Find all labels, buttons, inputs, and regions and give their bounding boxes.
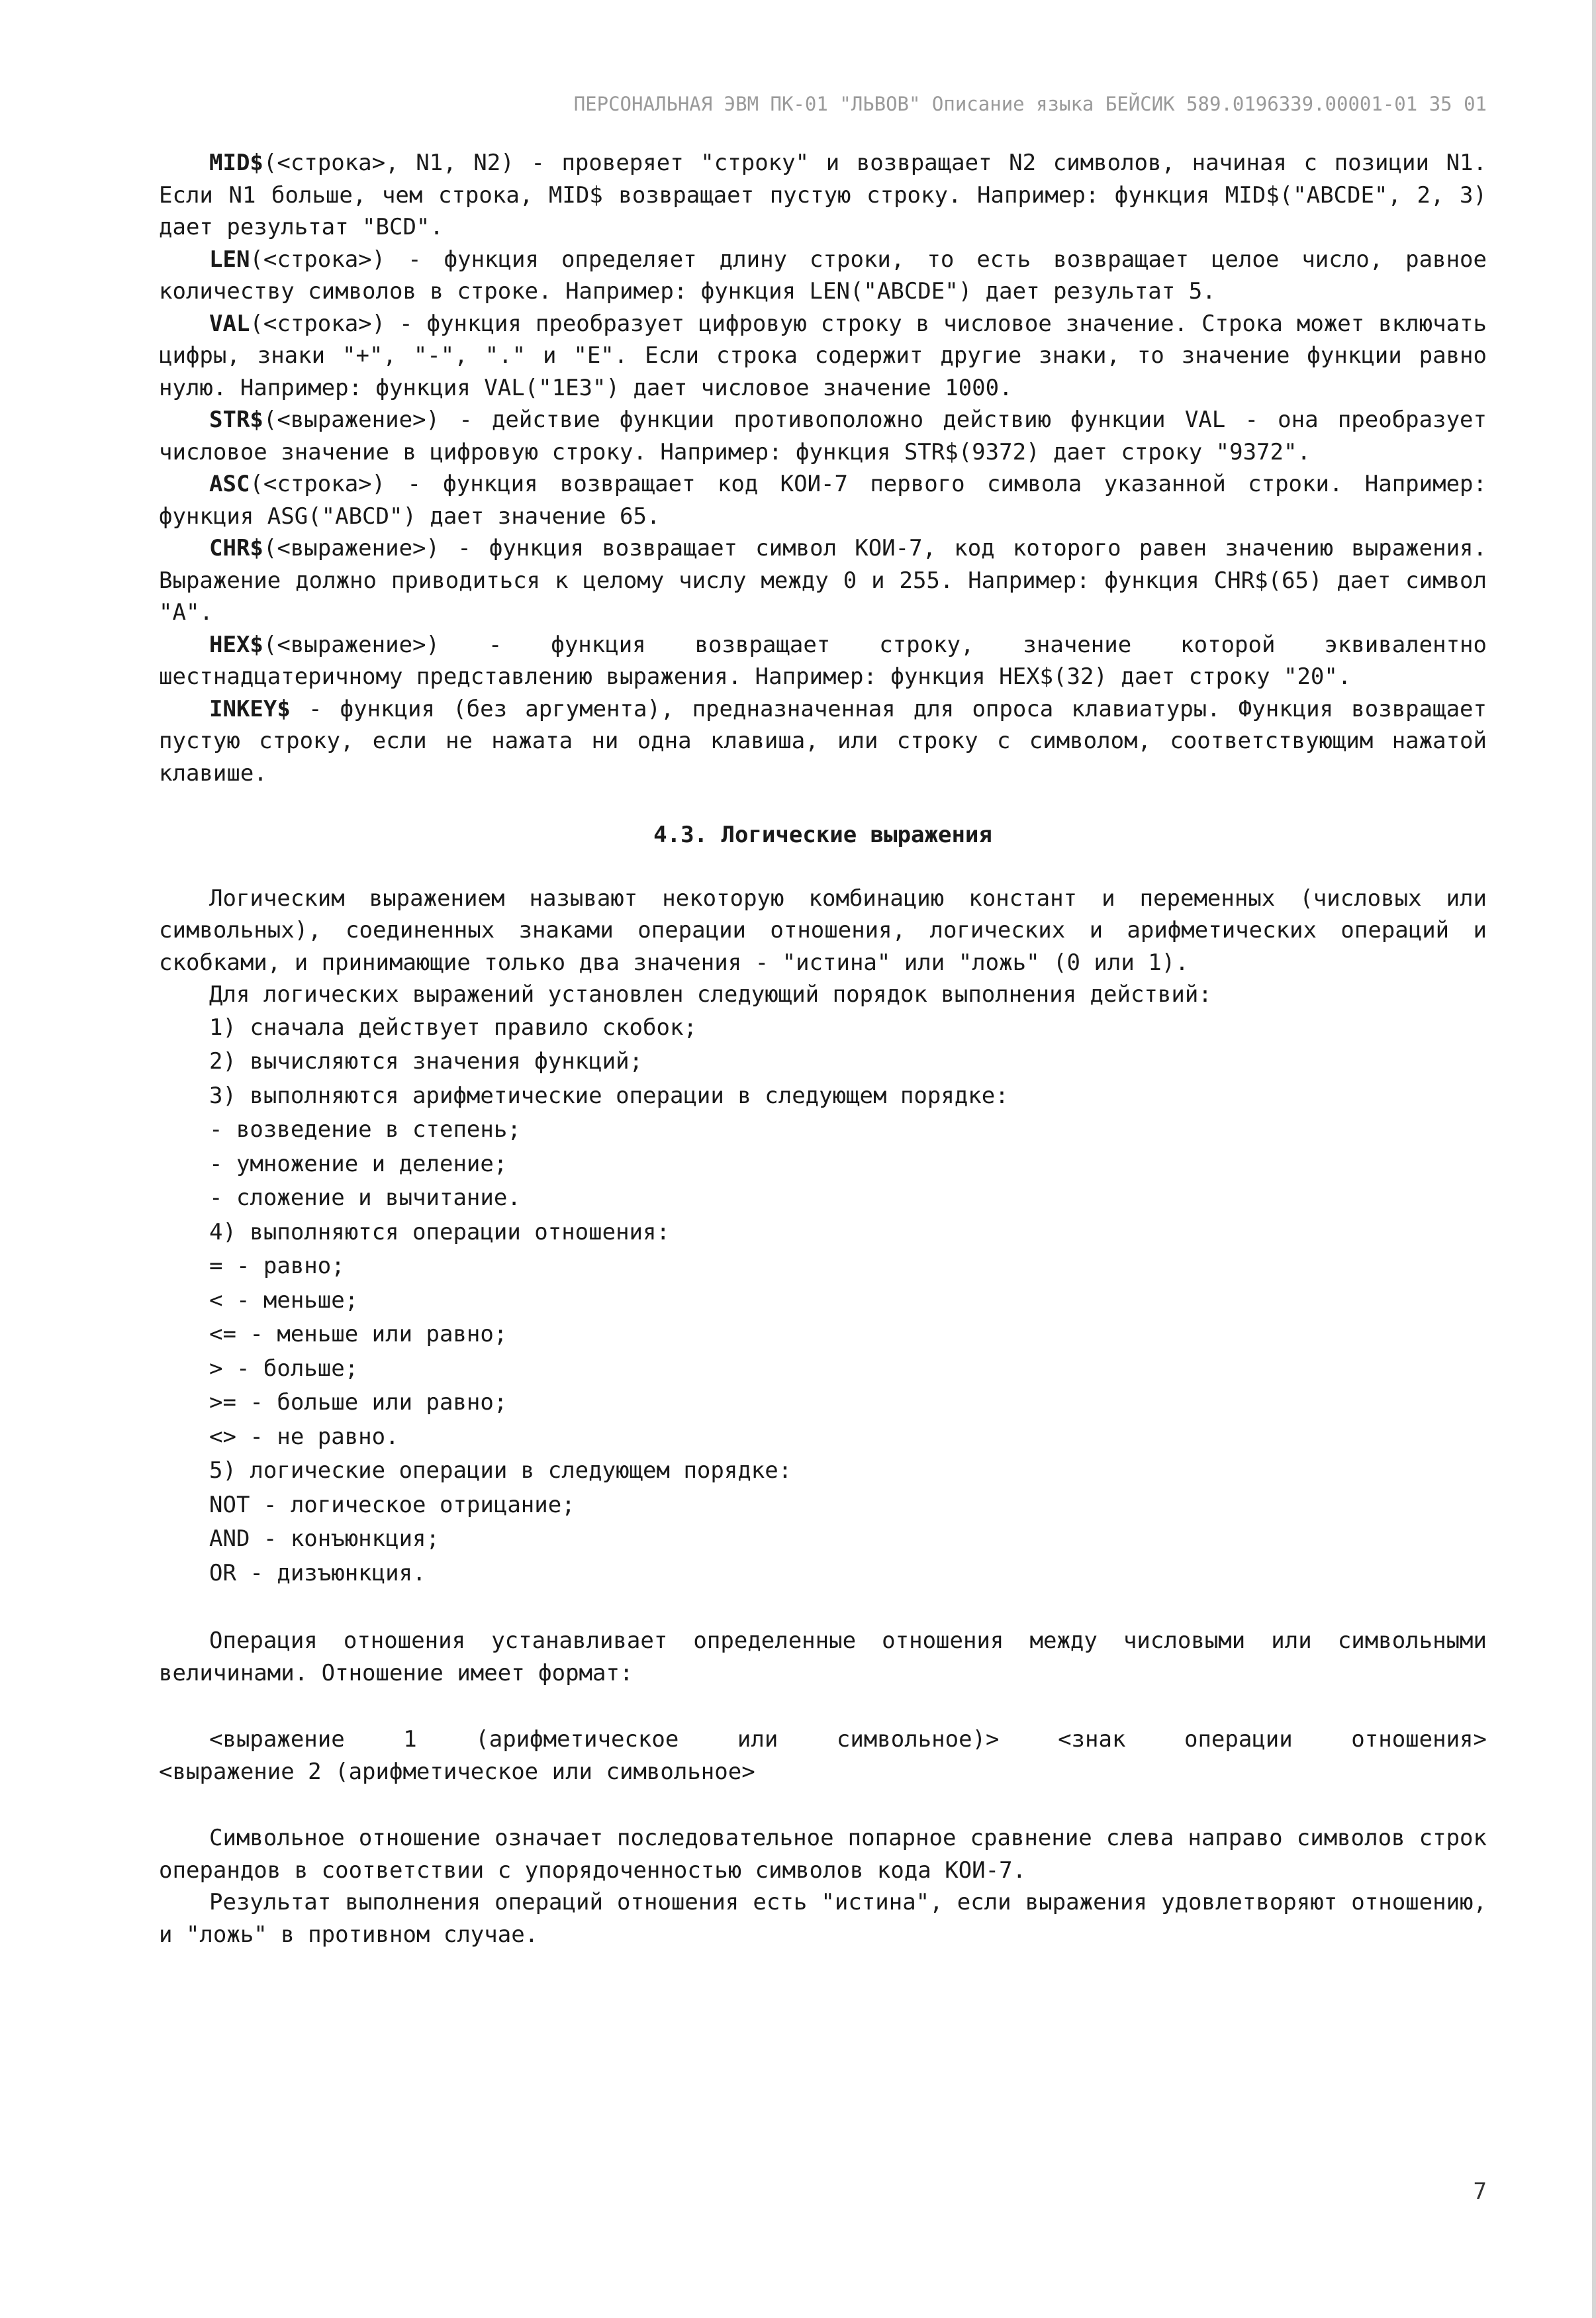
order-list xyxy=(159,1011,1487,1591)
function-len xyxy=(159,244,1487,308)
order-line: - возведение в степень; xyxy=(209,1116,521,1143)
order-line: 4) выполняются операции отношения: xyxy=(209,1218,670,1245)
function-term: VAL xyxy=(209,310,250,337)
section-title: 4.3. Логические выражения xyxy=(653,822,992,848)
function-description: (<выражение>) - функция возвращает строку, значение которой эквивалентно шестнадцатеричному представлению выражения. Например: функция HEX$(32) дает строку "20". xyxy=(159,631,1487,690)
format-line-1: <выражение 1 (арифметическое или символьное)> <знак операции отношения> xyxy=(209,1726,1487,1753)
spacer xyxy=(159,1590,1487,1625)
function-asc xyxy=(159,468,1487,532)
function-chr xyxy=(159,532,1487,629)
order-line: OR - дизъюнкция. xyxy=(209,1559,426,1586)
function-str xyxy=(159,404,1487,468)
order-line: - сложение и вычитание. xyxy=(209,1184,521,1211)
order-line: 2) вычисляются значения функций; xyxy=(209,1048,643,1075)
function-description: (<строка>) - функция определяет длину строки, то есть возвращает целое число, равное количеству символов в строке. Например: функция LEN("ABCDE") дает результат 5. xyxy=(159,246,1487,305)
order-line: 1) сначала действует правило скобок; xyxy=(209,1014,697,1041)
running-header: ПЕРСОНАЛЬНАЯ ЭВМ ПК-01 "ЛЬВОВ" Описание языка БЕЙСИК 589.0196339.00001-01 35 01 xyxy=(573,93,1487,115)
function-mid xyxy=(159,147,1487,244)
order-line: > - больше; xyxy=(209,1355,359,1382)
result-paragraph: Результат выполнения операций отношения есть "истина", если выражения удовлетворяют отношению, и "ложь" в противном случае. xyxy=(159,1889,1487,1948)
function-description: (<строка>, N1, N2) - проверяет "строку" и возвращает N2 символов, начиная с позиции N1. Если N1 больше, чем строка, MID$ возвращает пустую строку. Например: функция MID$("ABCDE", 2, 3) дает результат "BCD". xyxy=(159,150,1487,240)
page-number: 7 xyxy=(1473,2178,1487,2205)
order-intro: Для логических выражений установлен следующий порядок выполнения действий: xyxy=(209,981,1212,1008)
order-line: NOT - логическое отрицание; xyxy=(209,1491,575,1518)
function-description: (<выражение>) - действие функции противоположно действию функции VAL - она преобразует числовое значение в цифровую строку. Например: функция STR$(9372) дает строку "9372". xyxy=(159,407,1487,465)
function-term: INKEY$ xyxy=(209,695,291,722)
symbolic-paragraph: Символьное отношение означает последовательное попарное сравнение слева направо символов строк операндов в соответствии с упорядоченностью символов кода КОИ-7. xyxy=(159,1825,1487,1884)
format-line-2: <выражение 2 (арифметическое или символьное> xyxy=(159,1758,755,1785)
page-content xyxy=(159,147,1487,1951)
order-line: >= - больше или равно; xyxy=(209,1389,508,1416)
order-line: < - меньше; xyxy=(209,1286,359,1314)
function-term: ASC xyxy=(209,471,250,497)
function-term: MID$ xyxy=(209,150,263,176)
function-hex xyxy=(159,629,1487,693)
order-line: 3) выполняются арифметические операции в следующем порядке: xyxy=(209,1082,1009,1109)
function-description: (<строка>) - функция преобразует цифровую строку в числовое значение. Строка может включать цифры, знаки "+", "-", "." и "E". Если строка содержит другие знаки, то значение функции равно нулю. Например: функция VAL("1E3") дает числовое значение 1000. xyxy=(159,310,1487,401)
function-val xyxy=(159,308,1487,405)
section-intro: Логическим выражением называют некоторую комбинацию констант и переменных (числовых или символьных), соединенных знаками операции отношения, логических и арифметических операций и скобками, и принимающие только два значения - "истина" или "ложь" (0 или 1). xyxy=(159,885,1487,976)
spacer xyxy=(159,1788,1487,1822)
function-description: - функция (без аргумента), предназначенная для опроса клавиатуры. Функция возвращает пустую строку, если не нажата ни одна клавиша, или строку с символом, соответствующим нажатой клавише. xyxy=(159,695,1487,787)
order-line: <= - меньше или равно; xyxy=(209,1321,508,1347)
function-term: HEX$ xyxy=(209,631,263,658)
function-description: (<выражение>) - функция возвращает символ КОИ-7, код которого равен значению выражения. Выражение должно приводиться к целому числу между 0 и 255. Например: функция CHR$(65) дает символ "A". xyxy=(159,535,1487,626)
spacer xyxy=(159,1689,1487,1723)
relation-paragraph: Операция отношения устанавливает определенные отношения между числовыми или символьными величинами. Отношение имеет формат: xyxy=(159,1627,1487,1686)
order-line: - умножение и деление; xyxy=(209,1150,508,1177)
function-inkey xyxy=(159,693,1487,790)
page-edge xyxy=(1592,0,1596,2318)
function-term: CHR$ xyxy=(209,535,263,561)
order-line: AND - конъюнкция; xyxy=(209,1525,440,1552)
order-line: 5) логические операции в следующем порядке: xyxy=(209,1457,792,1484)
function-term: LEN xyxy=(209,246,250,273)
function-term: STR$ xyxy=(209,407,263,433)
order-line: <> - не равно. xyxy=(209,1423,399,1450)
function-description: (<строка>) - функция возвращает код КОИ-7 первого символа указанной строки. Например: функция ASG("ABCD") дает значение 65. xyxy=(159,471,1487,530)
order-line: = - равно; xyxy=(209,1253,345,1279)
